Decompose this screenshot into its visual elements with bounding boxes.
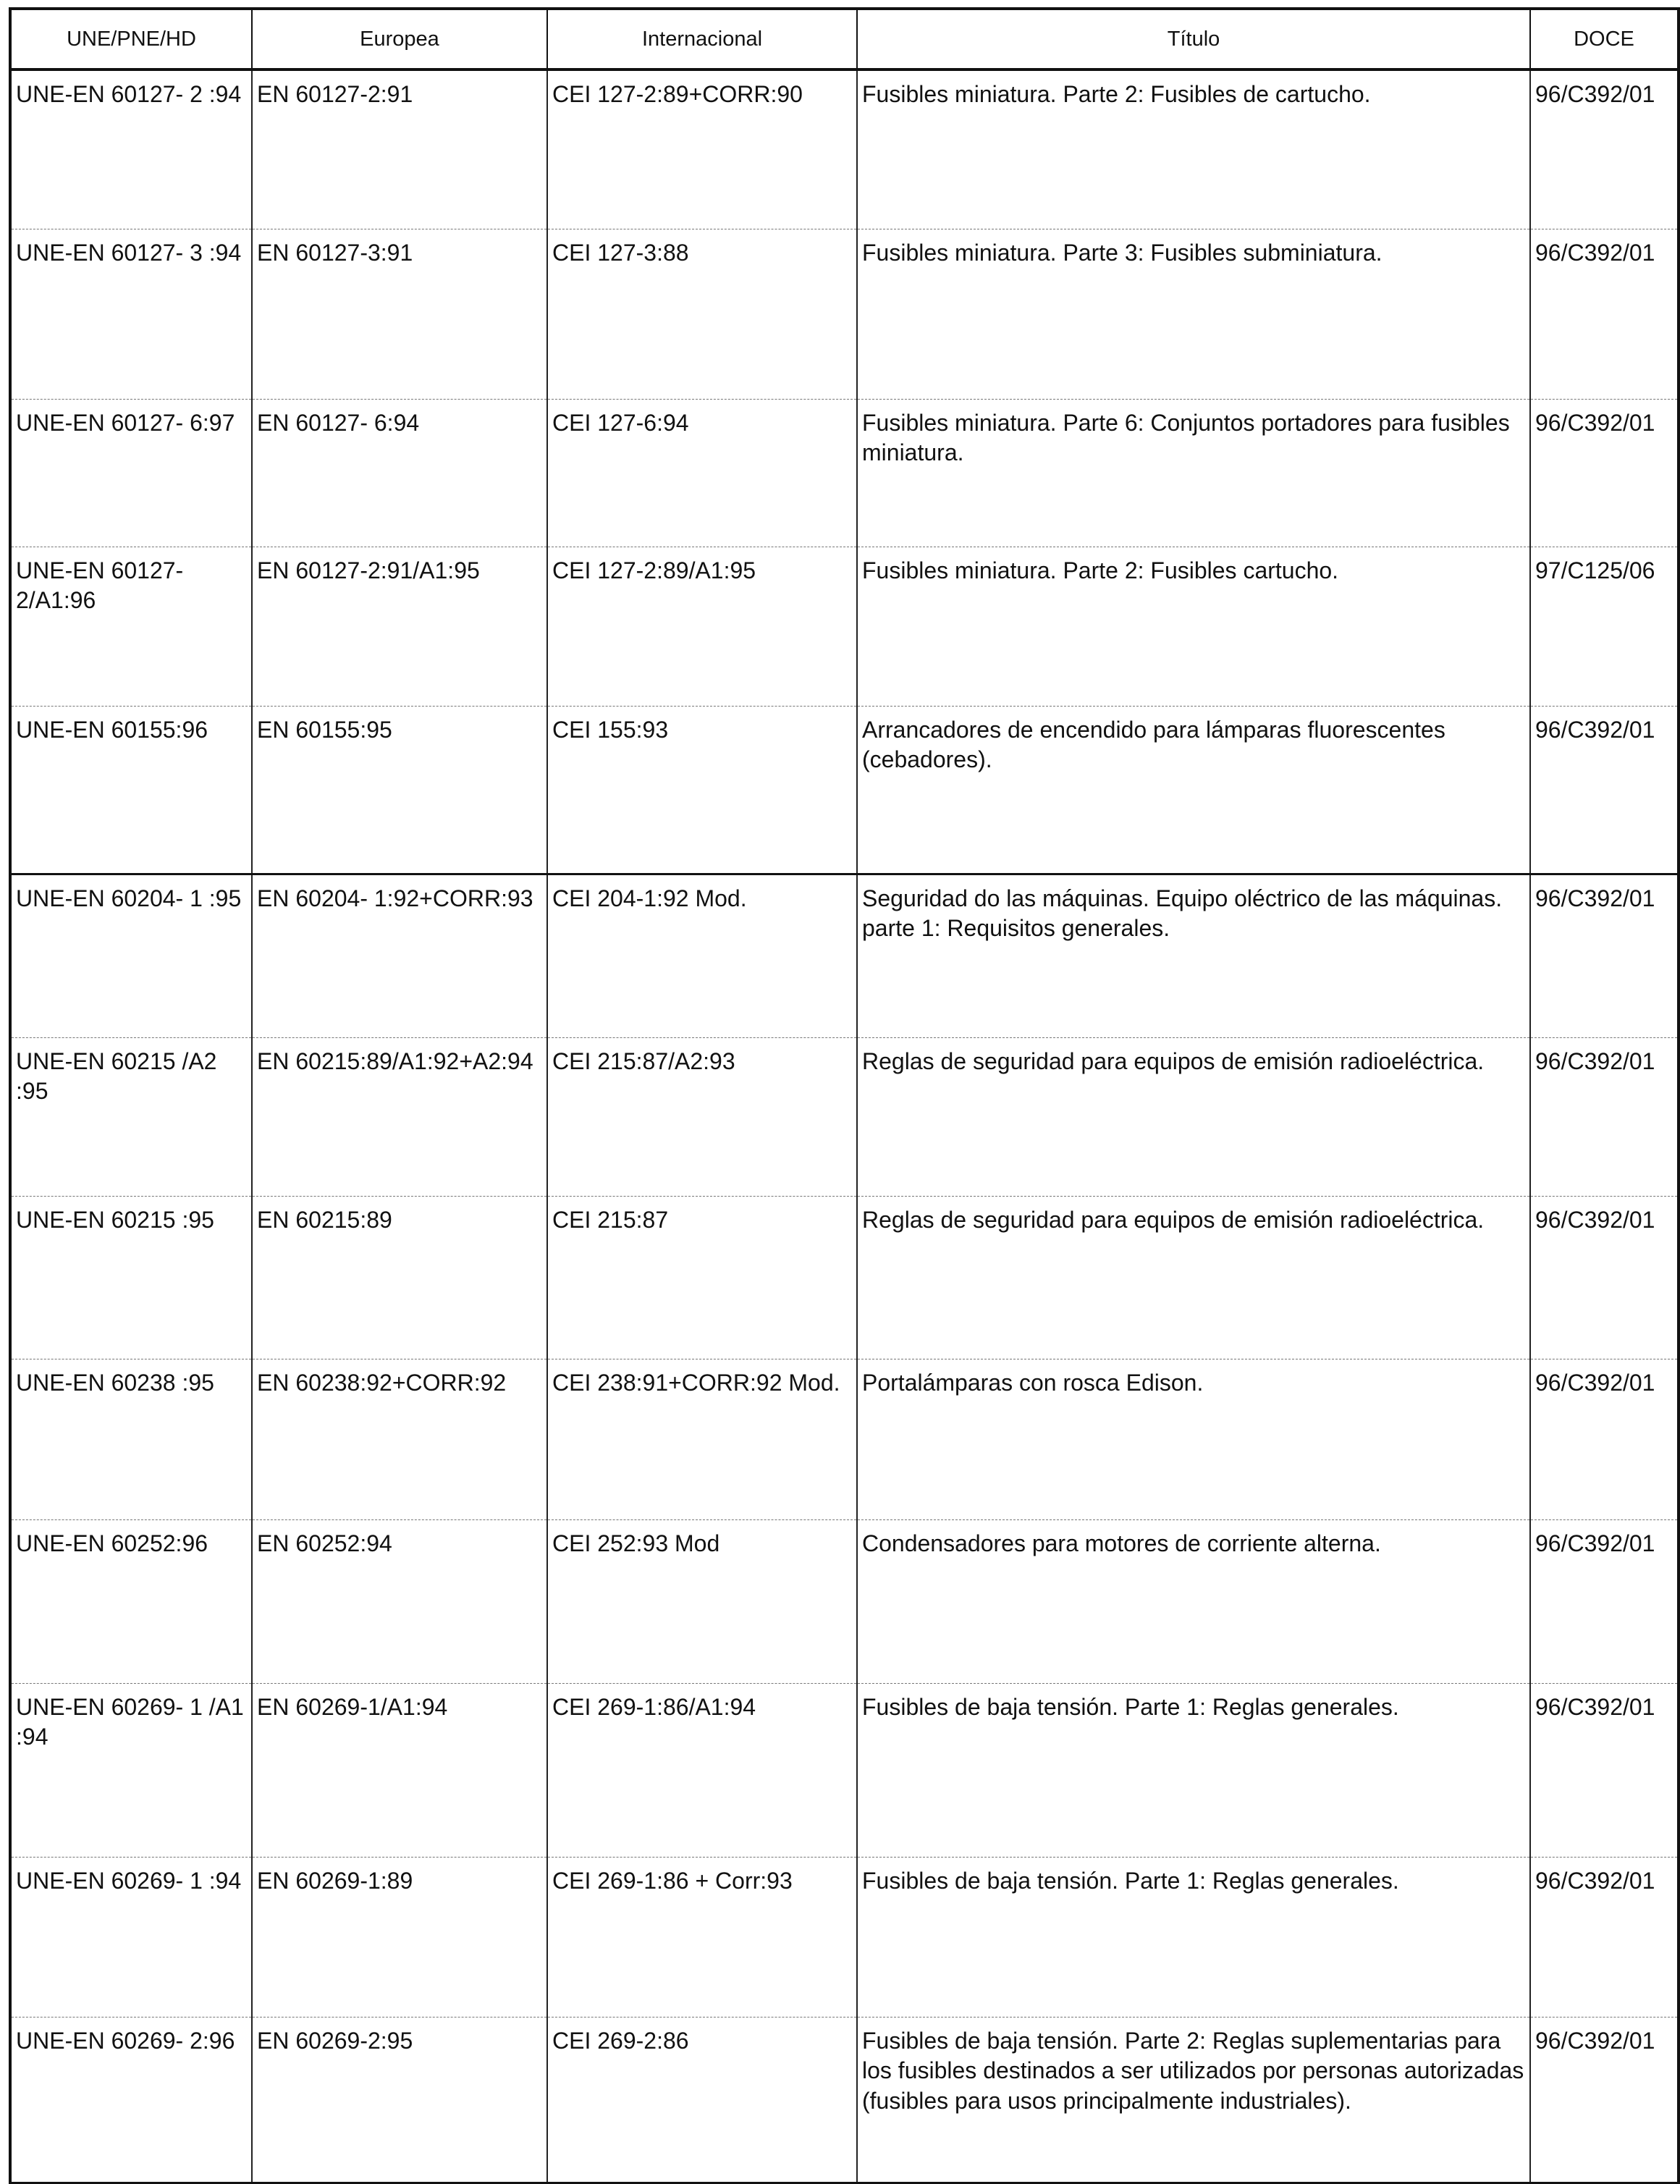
cell-titulo: Fusibles de baja tensión. Parte 1: Reglas generales.	[857, 1857, 1530, 2017]
cell-internacional: CEI 215:87	[547, 1196, 857, 1359]
table-row	[10, 706, 1679, 874]
table-body	[10, 69, 1679, 2183]
header-une: UNE/PNE/HD	[10, 9, 252, 69]
cell-titulo: Fusibles de baja tensión. Parte 2: Reglas suplementarias para los fusibles destinados a ser utilizados por personas autorizadas (fusibles para usos principalmente industriales).	[857, 2017, 1530, 2183]
cell-une: UNE-EN 60269- 1 :94	[10, 1857, 252, 2017]
table-row	[10, 229, 1679, 399]
cell-titulo: Condensadores para motores de corriente alterna.	[857, 1519, 1530, 1683]
cell-une: UNE-EN 60215 :95	[10, 1196, 252, 1359]
cell-internacional: CEI 127-2:89+CORR:90	[547, 69, 857, 229]
table-row	[10, 1359, 1679, 1519]
cell-doce: 96/C392/01	[1530, 706, 1679, 874]
cell-doce: 97/C125/06	[1530, 547, 1679, 706]
cell-titulo: Fusibles miniatura. Parte 2: Fusibles de cartucho.	[857, 69, 1530, 229]
cell-internacional: CEI 252:93 Mod	[547, 1519, 857, 1683]
cell-doce: 96/C392/01	[1530, 1683, 1679, 1857]
cell-internacional: CEI 127-6:94	[547, 399, 857, 547]
cell-doce: 96/C392/01	[1530, 399, 1679, 547]
cell-une: UNE-EN 60204- 1 :95	[10, 874, 252, 1037]
cell-europea: EN 60215:89/A1:92+A2:94	[252, 1037, 547, 1196]
cell-une: UNE-EN 60269- 1 /A1 :94	[10, 1683, 252, 1857]
cell-titulo: Portalámparas con rosca Edison.	[857, 1359, 1530, 1519]
cell-une: UNE-EN 60127- 6:97	[10, 399, 252, 547]
table-row	[10, 1196, 1679, 1359]
cell-europea: EN 60127- 6:94	[252, 399, 547, 547]
cell-titulo: Seguridad do las máquinas. Equipo oléctrico de las máquinas. parte 1: Requisitos generales.	[857, 874, 1530, 1037]
cell-doce: 96/C392/01	[1530, 1519, 1679, 1683]
cell-internacional: CEI 204-1:92 Mod.	[547, 874, 857, 1037]
cell-une: UNE-EN 60238 :95	[10, 1359, 252, 1519]
table-row	[10, 1519, 1679, 1683]
cell-internacional: CEI 238:91+CORR:92 Mod.	[547, 1359, 857, 1519]
table-row	[10, 1683, 1679, 1857]
header-row	[10, 9, 1679, 69]
cell-internacional: CEI 269-1:86 + Corr:93	[547, 1857, 857, 2017]
cell-internacional: CEI 127-3:88	[547, 229, 857, 399]
cell-titulo: Fusibles miniatura. Parte 6: Conjuntos portadores para fusibles miniatura.	[857, 399, 1530, 547]
cell-une: UNE-EN 60215 /A2 :95	[10, 1037, 252, 1196]
cell-doce: 96/C392/01	[1530, 1359, 1679, 1519]
table-row	[10, 547, 1679, 706]
cell-une: UNE-EN 60269- 2:96	[10, 2017, 252, 2183]
cell-doce: 96/C392/01	[1530, 1857, 1679, 2017]
cell-internacional: CEI 269-1:86/A1:94	[547, 1683, 857, 1857]
cell-europea: EN 60204- 1:92+CORR:93	[252, 874, 547, 1037]
cell-internacional: CEI 127-2:89/A1:95	[547, 547, 857, 706]
cell-doce: 96/C392/01	[1530, 1037, 1679, 1196]
cell-europea: EN 60238:92+CORR:92	[252, 1359, 547, 1519]
header-europea: Europea	[252, 9, 547, 69]
cell-europea: EN 60269-1:89	[252, 1857, 547, 2017]
cell-une: UNE-EN 60127- 2 :94	[10, 69, 252, 229]
cell-europea: EN 60269-1/A1:94	[252, 1683, 547, 1857]
cell-une: UNE-EN 60155:96	[10, 706, 252, 874]
cell-europea: EN 60127-3:91	[252, 229, 547, 399]
cell-titulo: Fusibles de baja tensión. Parte 1: Reglas generales.	[857, 1683, 1530, 1857]
cell-titulo: Reglas de seguridad para equipos de emisión radioeléctrica.	[857, 1037, 1530, 1196]
cell-une: UNE-EN 60127- 3 :94	[10, 229, 252, 399]
cell-titulo: Arrancadores de encendido para lámparas fluorescentes (cebadores).	[857, 706, 1530, 874]
header-titulo: Título	[857, 9, 1530, 69]
cell-europea: EN 60252:94	[252, 1519, 547, 1683]
cell-titulo: Reglas de seguridad para equipos de emisión radioeléctrica.	[857, 1196, 1530, 1359]
cell-titulo: Fusibles miniatura. Parte 2: Fusibles cartucho.	[857, 547, 1530, 706]
cell-doce: 96/C392/01	[1530, 69, 1679, 229]
cell-une: UNE-EN 60252:96	[10, 1519, 252, 1683]
cell-europea: EN 60155:95	[252, 706, 547, 874]
cell-une: UNE-EN 60127- 2/A1:96	[10, 547, 252, 706]
cell-doce: 96/C392/01	[1530, 1196, 1679, 1359]
cell-doce: 96/C392/01	[1530, 2017, 1679, 2183]
cell-internacional: CEI 215:87/A2:93	[547, 1037, 857, 1196]
header-doce: DOCE	[1530, 9, 1679, 69]
table-row	[10, 2017, 1679, 2183]
table-row	[10, 874, 1679, 1037]
cell-doce: 96/C392/01	[1530, 229, 1679, 399]
cell-doce: 96/C392/01	[1530, 874, 1679, 1037]
cell-europea: EN 60127-2:91/A1:95	[252, 547, 547, 706]
cell-titulo: Fusibles miniatura. Parte 3: Fusibles subminiatura.	[857, 229, 1530, 399]
table-row	[10, 69, 1679, 229]
cell-europea: EN 60269-2:95	[252, 2017, 547, 2183]
header-internacional: Internacional	[547, 9, 857, 69]
table-row	[10, 399, 1679, 547]
table-row	[10, 1857, 1679, 2017]
standards-table	[9, 7, 1680, 2184]
cell-europea: EN 60215:89	[252, 1196, 547, 1359]
cell-internacional: CEI 269-2:86	[547, 2017, 857, 2183]
cell-europea: EN 60127-2:91	[252, 69, 547, 229]
cell-internacional: CEI 155:93	[547, 706, 857, 874]
table-row	[10, 1037, 1679, 1196]
